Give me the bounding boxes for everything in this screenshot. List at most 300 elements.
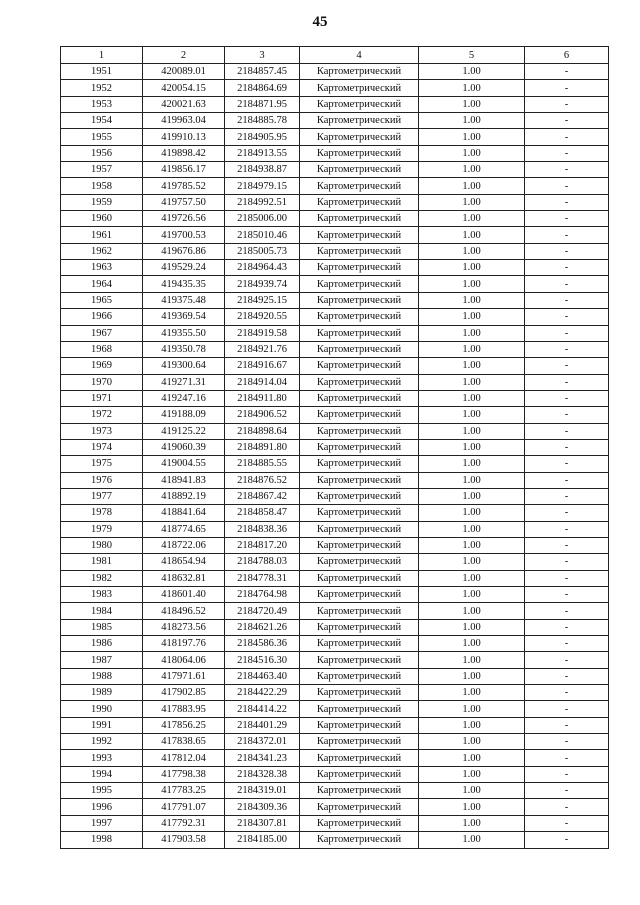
accuracy-cell: 1.00 [419, 815, 525, 831]
x-coordinate-cell: 419757.50 [143, 194, 225, 210]
description-cell: - [525, 570, 609, 586]
table-row [61, 113, 609, 129]
method-cell: Картометрический [300, 456, 419, 472]
x-coordinate-cell: 417798.38 [143, 766, 225, 782]
x-coordinate-cell: 419369.54 [143, 309, 225, 325]
y-coordinate-cell: 2184319.01 [225, 783, 300, 799]
point-number-cell: 1985 [61, 619, 143, 635]
table-row [61, 554, 609, 570]
accuracy-cell: 1.00 [419, 652, 525, 668]
point-number-cell: 1972 [61, 407, 143, 423]
description-cell: - [525, 276, 609, 292]
point-number-cell: 1995 [61, 783, 143, 799]
point-number-cell: 1963 [61, 260, 143, 276]
x-coordinate-cell: 419300.64 [143, 358, 225, 374]
method-cell: Картометрический [300, 439, 419, 455]
table-row [61, 537, 609, 553]
point-number-cell: 1993 [61, 750, 143, 766]
y-coordinate-cell: 2184867.42 [225, 488, 300, 504]
method-cell: Картометрический [300, 260, 419, 276]
y-coordinate-cell: 2185005.73 [225, 243, 300, 259]
table-row [61, 341, 609, 357]
point-number-cell: 1958 [61, 178, 143, 194]
description-cell: - [525, 717, 609, 733]
description-cell: - [525, 783, 609, 799]
method-cell: Картометрический [300, 783, 419, 799]
x-coordinate-cell: 419355.50 [143, 325, 225, 341]
description-cell: - [525, 260, 609, 276]
point-number-cell: 1977 [61, 488, 143, 504]
x-coordinate-cell: 420021.63 [143, 96, 225, 112]
table-row [61, 456, 609, 472]
description-cell: - [525, 636, 609, 652]
point-number-cell: 1991 [61, 717, 143, 733]
y-coordinate-cell: 2184307.81 [225, 815, 300, 831]
x-coordinate-cell: 419785.52 [143, 178, 225, 194]
method-cell: Картометрический [300, 734, 419, 750]
y-coordinate-cell: 2184914.04 [225, 374, 300, 390]
table-row [61, 717, 609, 733]
accuracy-cell: 1.00 [419, 341, 525, 357]
table-row [61, 145, 609, 161]
table-row [61, 292, 609, 308]
description-cell: - [525, 439, 609, 455]
method-cell: Картометрический [300, 162, 419, 178]
description-cell: - [525, 64, 609, 80]
accuracy-cell: 1.00 [419, 276, 525, 292]
point-number-cell: 1956 [61, 145, 143, 161]
point-number-cell: 1957 [61, 162, 143, 178]
description-cell: - [525, 587, 609, 603]
point-number-cell: 1967 [61, 325, 143, 341]
y-coordinate-cell: 2184891.80 [225, 439, 300, 455]
page-number: 45 [312, 14, 328, 30]
x-coordinate-cell: 417883.95 [143, 701, 225, 717]
x-coordinate-cell: 418496.52 [143, 603, 225, 619]
x-coordinate-cell: 418601.40 [143, 587, 225, 603]
method-cell: Картометрический [300, 554, 419, 570]
accuracy-cell: 1.00 [419, 717, 525, 733]
method-cell: Картометрический [300, 390, 419, 406]
table-row [61, 96, 609, 112]
y-coordinate-cell: 2184979.15 [225, 178, 300, 194]
x-coordinate-cell: 418632.81 [143, 570, 225, 586]
accuracy-cell: 1.00 [419, 472, 525, 488]
point-number-cell: 1960 [61, 211, 143, 227]
table-row [61, 701, 609, 717]
column-header: 6 [525, 47, 609, 64]
point-number-cell: 1982 [61, 570, 143, 586]
x-coordinate-cell: 417971.61 [143, 668, 225, 684]
description-cell: - [525, 113, 609, 129]
point-number-cell: 1990 [61, 701, 143, 717]
description-cell: - [525, 194, 609, 210]
accuracy-cell: 1.00 [419, 358, 525, 374]
point-number-cell: 1966 [61, 309, 143, 325]
table-row [61, 423, 609, 439]
y-coordinate-cell: 2184925.15 [225, 292, 300, 308]
table-row [61, 162, 609, 178]
accuracy-cell: 1.00 [419, 636, 525, 652]
description-cell: - [525, 619, 609, 635]
description-cell: - [525, 668, 609, 684]
description-cell: - [525, 652, 609, 668]
y-coordinate-cell: 2184885.55 [225, 456, 300, 472]
table-row [61, 129, 609, 145]
method-cell: Картометрический [300, 276, 419, 292]
table-row [61, 734, 609, 750]
method-cell: Картометрический [300, 374, 419, 390]
table-row [61, 521, 609, 537]
y-coordinate-cell: 2184905.95 [225, 129, 300, 145]
table-row [61, 194, 609, 210]
y-coordinate-cell: 2184764.98 [225, 587, 300, 603]
method-cell: Картометрический [300, 472, 419, 488]
method-cell: Картометрический [300, 423, 419, 439]
accuracy-cell: 1.00 [419, 734, 525, 750]
method-cell: Картометрический [300, 505, 419, 521]
description-cell: - [525, 407, 609, 423]
x-coordinate-cell: 419350.78 [143, 341, 225, 357]
x-coordinate-cell: 419004.55 [143, 456, 225, 472]
y-coordinate-cell: 2184876.52 [225, 472, 300, 488]
x-coordinate-cell: 419529.24 [143, 260, 225, 276]
y-coordinate-cell: 2184422.29 [225, 685, 300, 701]
point-number-cell: 1969 [61, 358, 143, 374]
y-coordinate-cell: 2184913.55 [225, 145, 300, 161]
y-coordinate-cell: 2184463.40 [225, 668, 300, 684]
method-cell: Картометрический [300, 325, 419, 341]
x-coordinate-cell: 419435.35 [143, 276, 225, 292]
accuracy-cell: 1.00 [419, 537, 525, 553]
table-row [61, 325, 609, 341]
accuracy-cell: 1.00 [419, 260, 525, 276]
accuracy-cell: 1.00 [419, 113, 525, 129]
accuracy-cell: 1.00 [419, 505, 525, 521]
method-cell: Картометрический [300, 685, 419, 701]
x-coordinate-cell: 420054.15 [143, 80, 225, 96]
x-coordinate-cell: 418197.76 [143, 636, 225, 652]
method-cell: Картометрический [300, 636, 419, 652]
y-coordinate-cell: 2184414.22 [225, 701, 300, 717]
point-number-cell: 1980 [61, 537, 143, 553]
y-coordinate-cell: 2184898.64 [225, 423, 300, 439]
y-coordinate-cell: 2184939.74 [225, 276, 300, 292]
x-coordinate-cell: 417812.04 [143, 750, 225, 766]
table-row [61, 374, 609, 390]
accuracy-cell: 1.00 [419, 619, 525, 635]
accuracy-cell: 1.00 [419, 423, 525, 439]
point-number-cell: 1970 [61, 374, 143, 390]
x-coordinate-cell: 419375.48 [143, 292, 225, 308]
accuracy-cell: 1.00 [419, 243, 525, 259]
method-cell: Картометрический [300, 178, 419, 194]
method-cell: Картометрический [300, 145, 419, 161]
description-cell: - [525, 799, 609, 815]
y-coordinate-cell: 2184938.87 [225, 162, 300, 178]
table-row [61, 750, 609, 766]
description-cell: - [525, 766, 609, 782]
point-number-cell: 1994 [61, 766, 143, 782]
description-cell: - [525, 701, 609, 717]
point-number-cell: 1984 [61, 603, 143, 619]
table-row [61, 276, 609, 292]
table-row [61, 505, 609, 521]
accuracy-cell: 1.00 [419, 456, 525, 472]
description-cell: - [525, 145, 609, 161]
method-cell: Картометрический [300, 407, 419, 423]
accuracy-cell: 1.00 [419, 685, 525, 701]
accuracy-cell: 1.00 [419, 570, 525, 586]
description-cell: - [525, 456, 609, 472]
point-number-cell: 1968 [61, 341, 143, 357]
table-row [61, 619, 609, 635]
x-coordinate-cell: 417838.65 [143, 734, 225, 750]
column-header: 5 [419, 47, 525, 64]
description-cell: - [525, 390, 609, 406]
method-cell: Картометрический [300, 815, 419, 831]
description-cell: - [525, 815, 609, 831]
accuracy-cell: 1.00 [419, 96, 525, 112]
table-row [61, 815, 609, 831]
table-row [61, 472, 609, 488]
description-cell: - [525, 309, 609, 325]
x-coordinate-cell: 417902.85 [143, 685, 225, 701]
description-cell: - [525, 554, 609, 570]
description-cell: - [525, 423, 609, 439]
method-cell: Картометрический [300, 341, 419, 357]
point-number-cell: 1986 [61, 636, 143, 652]
accuracy-cell: 1.00 [419, 227, 525, 243]
accuracy-cell: 1.00 [419, 783, 525, 799]
method-cell: Картометрический [300, 96, 419, 112]
y-coordinate-cell: 2184401.29 [225, 717, 300, 733]
point-number-cell: 1954 [61, 113, 143, 129]
accuracy-cell: 1.00 [419, 799, 525, 815]
method-cell: Картометрический [300, 832, 419, 848]
y-coordinate-cell: 2184906.52 [225, 407, 300, 423]
description-cell: - [525, 603, 609, 619]
method-cell: Картометрический [300, 227, 419, 243]
accuracy-cell: 1.00 [419, 211, 525, 227]
y-coordinate-cell: 2184916.67 [225, 358, 300, 374]
table-body [61, 64, 609, 849]
point-number-cell: 1965 [61, 292, 143, 308]
description-cell: - [525, 358, 609, 374]
x-coordinate-cell: 417856.25 [143, 717, 225, 733]
column-header: 3 [225, 47, 300, 64]
point-number-cell: 1951 [61, 64, 143, 80]
accuracy-cell: 1.00 [419, 587, 525, 603]
table-row [61, 243, 609, 259]
column-header: 4 [300, 47, 419, 64]
accuracy-cell: 1.00 [419, 603, 525, 619]
table-row [61, 783, 609, 799]
y-coordinate-cell: 2184586.36 [225, 636, 300, 652]
point-number-cell: 1961 [61, 227, 143, 243]
point-number-cell: 1987 [61, 652, 143, 668]
y-coordinate-cell: 2184964.43 [225, 260, 300, 276]
y-coordinate-cell: 2185006.00 [225, 211, 300, 227]
accuracy-cell: 1.00 [419, 766, 525, 782]
table-row [61, 685, 609, 701]
point-number-cell: 1978 [61, 505, 143, 521]
accuracy-cell: 1.00 [419, 668, 525, 684]
method-cell: Картометрический [300, 537, 419, 553]
y-coordinate-cell: 2184778.31 [225, 570, 300, 586]
column-header: 1 [61, 47, 143, 64]
method-cell: Картометрический [300, 750, 419, 766]
x-coordinate-cell: 419856.17 [143, 162, 225, 178]
point-number-cell: 1981 [61, 554, 143, 570]
accuracy-cell: 1.00 [419, 129, 525, 145]
table-row [61, 407, 609, 423]
y-coordinate-cell: 2184621.26 [225, 619, 300, 635]
method-cell: Картометрический [300, 488, 419, 504]
accuracy-cell: 1.00 [419, 80, 525, 96]
table-row [61, 570, 609, 586]
x-coordinate-cell: 417792.31 [143, 815, 225, 831]
accuracy-cell: 1.00 [419, 521, 525, 537]
x-coordinate-cell: 417791.07 [143, 799, 225, 815]
y-coordinate-cell: 2184885.78 [225, 113, 300, 129]
method-cell: Картометрический [300, 243, 419, 259]
point-number-cell: 1975 [61, 456, 143, 472]
y-coordinate-cell: 2184858.47 [225, 505, 300, 521]
method-cell: Картометрический [300, 603, 419, 619]
description-cell: - [525, 374, 609, 390]
method-cell: Картометрический [300, 129, 419, 145]
method-cell: Картометрический [300, 211, 419, 227]
description-cell: - [525, 832, 609, 848]
method-cell: Картометрический [300, 766, 419, 782]
method-cell: Картометрический [300, 358, 419, 374]
x-coordinate-cell: 419963.04 [143, 113, 225, 129]
accuracy-cell: 1.00 [419, 750, 525, 766]
x-coordinate-cell: 419188.09 [143, 407, 225, 423]
column-header: 2 [143, 47, 225, 64]
accuracy-cell: 1.00 [419, 439, 525, 455]
x-coordinate-cell: 418064.06 [143, 652, 225, 668]
x-coordinate-cell: 419700.53 [143, 227, 225, 243]
y-coordinate-cell: 2184720.49 [225, 603, 300, 619]
point-number-cell: 1955 [61, 129, 143, 145]
table-row [61, 603, 609, 619]
table-row [61, 832, 609, 848]
point-number-cell: 1962 [61, 243, 143, 259]
y-coordinate-cell: 2184838.36 [225, 521, 300, 537]
accuracy-cell: 1.00 [419, 64, 525, 80]
description-cell: - [525, 325, 609, 341]
x-coordinate-cell: 418654.94 [143, 554, 225, 570]
method-cell: Картометрический [300, 194, 419, 210]
method-cell: Картометрический [300, 64, 419, 80]
y-coordinate-cell: 2184919.58 [225, 325, 300, 341]
table-row [61, 309, 609, 325]
description-cell: - [525, 488, 609, 504]
description-cell: - [525, 734, 609, 750]
y-coordinate-cell: 2184788.03 [225, 554, 300, 570]
x-coordinate-cell: 419060.39 [143, 439, 225, 455]
table-row [61, 587, 609, 603]
accuracy-cell: 1.00 [419, 162, 525, 178]
y-coordinate-cell: 2184911.80 [225, 390, 300, 406]
x-coordinate-cell: 418722.06 [143, 537, 225, 553]
table-row [61, 178, 609, 194]
table-row [61, 652, 609, 668]
accuracy-cell: 1.00 [419, 194, 525, 210]
x-coordinate-cell: 417903.58 [143, 832, 225, 848]
point-number-cell: 1988 [61, 668, 143, 684]
y-coordinate-cell: 2184516.30 [225, 652, 300, 668]
x-coordinate-cell: 418892.19 [143, 488, 225, 504]
table-row [61, 636, 609, 652]
y-coordinate-cell: 2184920.55 [225, 309, 300, 325]
method-cell: Картометрический [300, 619, 419, 635]
point-number-cell: 1998 [61, 832, 143, 848]
accuracy-cell: 1.00 [419, 488, 525, 504]
table-row [61, 227, 609, 243]
accuracy-cell: 1.00 [419, 309, 525, 325]
table-header-row [61, 47, 609, 64]
table-row [61, 668, 609, 684]
method-cell: Картометрический [300, 309, 419, 325]
y-coordinate-cell: 2185010.46 [225, 227, 300, 243]
y-coordinate-cell: 2184864.69 [225, 80, 300, 96]
accuracy-cell: 1.00 [419, 407, 525, 423]
table-row [61, 488, 609, 504]
x-coordinate-cell: 419898.42 [143, 145, 225, 161]
method-cell: Картометрический [300, 113, 419, 129]
table-row [61, 211, 609, 227]
description-cell: - [525, 521, 609, 537]
table-row [61, 390, 609, 406]
accuracy-cell: 1.00 [419, 178, 525, 194]
method-cell: Картометрический [300, 587, 419, 603]
description-cell: - [525, 750, 609, 766]
table-row [61, 766, 609, 782]
y-coordinate-cell: 2184992.51 [225, 194, 300, 210]
y-coordinate-cell: 2184372.01 [225, 734, 300, 750]
x-coordinate-cell: 418774.65 [143, 521, 225, 537]
y-coordinate-cell: 2184341.23 [225, 750, 300, 766]
y-coordinate-cell: 2184309.36 [225, 799, 300, 815]
method-cell: Картометрический [300, 292, 419, 308]
accuracy-cell: 1.00 [419, 701, 525, 717]
point-number-cell: 1964 [61, 276, 143, 292]
accuracy-cell: 1.00 [419, 554, 525, 570]
description-cell: - [525, 162, 609, 178]
point-number-cell: 1983 [61, 587, 143, 603]
description-cell: - [525, 178, 609, 194]
x-coordinate-cell: 419676.86 [143, 243, 225, 259]
point-number-cell: 1996 [61, 799, 143, 815]
table-row [61, 799, 609, 815]
x-coordinate-cell: 417783.25 [143, 783, 225, 799]
method-cell: Картометрический [300, 668, 419, 684]
method-cell: Картометрический [300, 701, 419, 717]
description-cell: - [525, 537, 609, 553]
x-coordinate-cell: 420089.01 [143, 64, 225, 80]
accuracy-cell: 1.00 [419, 145, 525, 161]
x-coordinate-cell: 418941.83 [143, 472, 225, 488]
method-cell: Картометрический [300, 799, 419, 815]
y-coordinate-cell: 2184185.00 [225, 832, 300, 848]
point-number-cell: 1976 [61, 472, 143, 488]
y-coordinate-cell: 2184817.20 [225, 537, 300, 553]
accuracy-cell: 1.00 [419, 292, 525, 308]
table-row [61, 64, 609, 80]
